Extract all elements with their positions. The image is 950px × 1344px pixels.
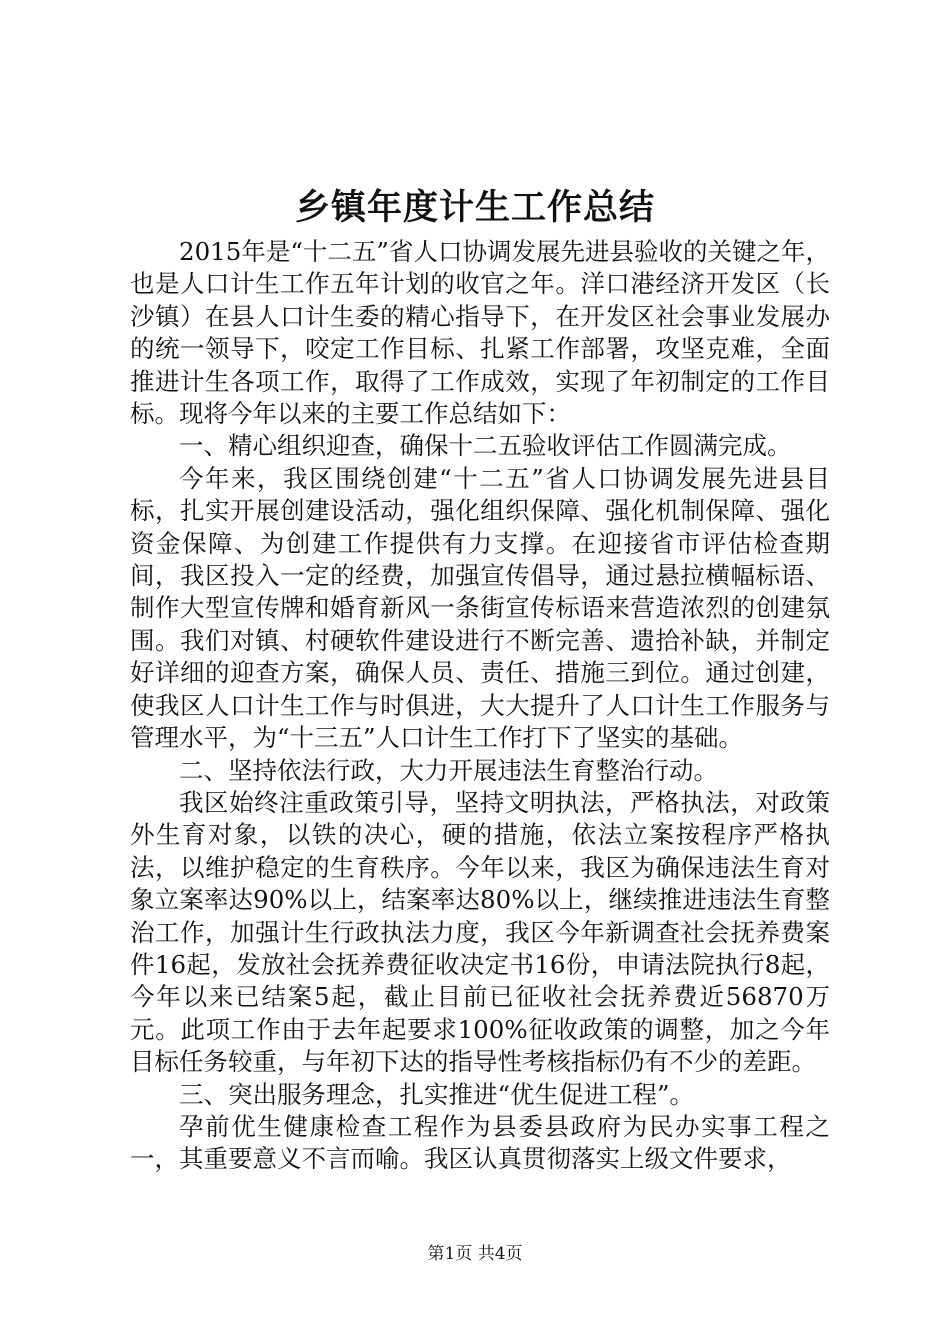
- paragraph-intro: 2015年是“十二五”省人口协调发展先进县验收的关键之年，也是人口计生工作五年计划的收官之年。洋口港经济开发区（长沙镇）在县人口计生委的精心指导下，在开发区社会事业发展办的统一领导下，咬定工作目标、扎紧工作部署，攻坚克难，全面推进计生各项工作，取得了工作成效，实现了年初制定的工作目标。现将今年以来的主要工作总结如下：: [130, 237, 830, 429]
- section-heading-3: 三、突出服务理念，扎实推进“优生促进工程”。: [179, 1079, 695, 1109]
- paragraph-section-2: 我区始终注重政策引导，坚持文明执法，严格执法，对政策外生育对象，以铁的决心，硬的措施，依法立案按程序严格执法，以维护稳定的生育秩序。今年以来，我区为确保违法生育对象立案率达90%以上，结案率达80%以上，继续推进违法生育整治工作，加强计生行政执法力度，我区今年新调查社会抚养费案件16起，发放社会抚养费征收决定书16份，申请法院执行8起，今年以来已结案5起，截止目前已征收社会抚养费近56870万元。此项工作由于去年起要求100%征收政策的调整，加之今年目标任务较重，与年初下达的指导性考核指标仍有不少的差距。: [130, 787, 830, 1077]
- page-number-footer: 第1页 共4页: [427, 1244, 523, 1264]
- document-body: [130, 236, 830, 1176]
- section-heading-2: 二、坚持依法行政，大力开展违法生育整治行动。: [179, 755, 718, 785]
- paragraph-section-3: 孕前优生健康检查工程作为县委县政府为民办实事工程之一，其重要意义不言而喻。我区认真贯彻落实上级文件要求，: [130, 1111, 830, 1174]
- document-title: 乡镇年度计生工作总结: [294, 187, 655, 228]
- section-heading-1: 一、精心组织迎查，确保十二五验收评估工作圆满完成。: [179, 431, 792, 461]
- paragraph-section-1: 今年来，我区围绕创建“十二五”省人口协调发展先进县目标，扎实开展创建设活动，强化组织保障、强化机制保障、强化资金保障、为创建工作提供有力支撑。在迎接省市评估检查期间，我区投入一定的经费，加强宣传倡导，通过悬拉横幅标语、制作大型宣传牌和婚育新风一条街宣传标语来营造浓烈的创建氛围。我们对镇、村硬软件建设进行不断完善、遗拾补缺，并制定好详细的迎查方案，确保人员、责任、措施三到位。通过创建，使我区人口计生工作与时俱进，大大提升了人口计生工作服务与管理水平，为“十三五”人口计生工作打下了坚实的基础。: [130, 463, 830, 753]
